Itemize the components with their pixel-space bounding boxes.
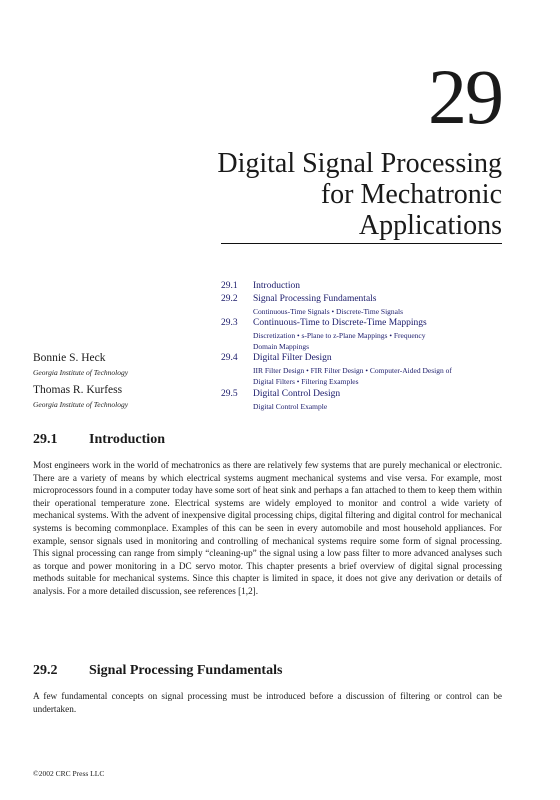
chapter-title [182,148,502,241]
toc-title[interactable]: Signal Processing Fundamentals [253,294,377,304]
toc-number: 29.4 [221,353,238,363]
author-affiliation: Georgia Institute of Technology [33,368,129,377]
toc-title[interactable]: Continuous-Time to Discrete-Time Mappings [253,318,427,328]
toc-title[interactable]: Introduction [253,281,300,291]
section-number: 29.2 [33,663,58,678]
chapter-title-line: for Mechatronic [320,179,502,210]
toc-subtopics[interactable]: Continuous-Time Signals • Discrete-Time Signals [253,307,403,316]
toc-subtopics[interactable]: Digital Control Example [253,402,328,411]
author-affiliation: Georgia Institute of Technology [33,400,129,409]
section-title: Introduction [89,432,165,447]
body-paragraph: A few fundamental concepts on signal processing must be introduced before a discussion of filtering or control can be undertaken. [33,691,502,714]
toc-subtopics[interactable]: Discretization • s-Plane to z-Plane Mappings • Frequency Domain Mappings [253,331,426,351]
body-paragraph: Most engineers work in the world of mechatronics as there are relatively few systems that are purely mechanical or electronic. There are a variety of means by which electrical systems augment mechanical systems and vise versa. For example, most microprocessors found in a computer today have some sort of heat sink and perhaps a fan attached to them to keep them within their operational temperature zone. Electrical systems are widely employed to monitor and control a wide variety of mechanical systems. With the advent of inexpensive digital processing chips, digital filtering and digital control for mechanical systems is becoming commonplace. Examples of this can be seen in every automobile and most household appliances. For example, sensor signals used in monitoring and controlling of mechanical systems require some form of signal processing. This signal processing can range from simply “cleaning-up” the signal using a low pass filter to more advanced analyses such as torque and power monitoring in a DC servo motor. This chapter presents a brief overview of digital signal processing methods suitable for mechanical systems. Since this chapter is limited in space, it does not give any derivation or details of analysis. For a more detailed discussion, see references [1,2]. [33,460,502,596]
toc-title[interactable]: Digital Filter Design [253,353,332,363]
toc-title[interactable]: Digital Control Design [253,389,341,399]
section-heading [33,432,165,448]
title-divider [221,243,502,244]
section-heading [33,663,282,679]
toc-number: 29.5 [221,389,238,399]
toc-number: 29.2 [221,294,238,304]
toc-subtopics[interactable]: IIR Filter Design • FIR Filter Design • Computer-Aided Design of Digital Filters • Filtering Examples [253,366,452,386]
copyright-footer: ©2002 CRC Press LLC [33,769,105,778]
chapter-title-line: Applications [358,210,502,241]
author-name: Thomas R. Kurfess [33,384,123,396]
toc-number: 29.3 [221,318,238,328]
section-title: Signal Processing Fundamentals [89,663,283,678]
chapter-title-line: Digital Signal Processing [217,148,502,179]
author-name: Bonnie S. Heck [33,352,106,364]
section-number: 29.1 [33,432,58,447]
chapter-number: 29 [428,53,502,140]
toc-number: 29.1 [221,281,238,291]
